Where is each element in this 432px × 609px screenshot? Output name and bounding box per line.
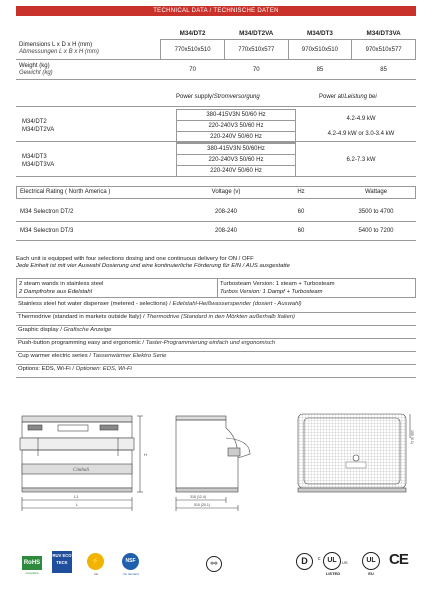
dim-h-label: H xyxy=(144,452,147,457)
group2-models: M34/DT3 M34/DT3VA xyxy=(22,154,55,168)
steam-right: Turbosteam Version: 1 steam + Turbosteam Turbos Version: 1 Dampf + Turbosteam xyxy=(220,281,335,295)
weight-value: 85 xyxy=(288,60,352,80)
na-row-hz: 60 xyxy=(297,228,305,234)
kosher-icon: ⚯ xyxy=(206,556,222,572)
tuv-logo: RUV ECO TECK xyxy=(52,551,72,573)
model-header-row xyxy=(16,27,416,40)
rohs-sub: compliant xyxy=(25,571,39,575)
group1-models: M34/DT2 M34/DT2VA xyxy=(22,119,55,133)
dimension-value: 770x510x510 xyxy=(161,40,225,60)
na-row-wattage: 5400 to 7200 xyxy=(358,228,394,234)
weight-value: 85 xyxy=(352,60,416,80)
feature-row: Push-button programming easy and ergonomic / Taster-Programmierung einfach und ergonomisch xyxy=(16,340,416,352)
na-header-wattage: Wattage xyxy=(364,189,388,195)
ul-listed-text: LISTED xyxy=(325,571,341,576)
feature-row: Options: EDS, Wi-Fi / Optionen: EDS, Wi-Fi xyxy=(16,366,416,378)
model-header: M34/DT2 xyxy=(161,27,225,40)
na-row-hz: 60 xyxy=(297,209,305,215)
rear-view-drawing xyxy=(290,408,420,508)
ul-eu-text: EU xyxy=(368,571,374,576)
side-dim1-label: 315 (12.4) xyxy=(190,495,206,499)
na-header-voltage: Voltage (v) xyxy=(211,189,241,195)
dimension-value: 970x510x510 xyxy=(288,40,352,60)
na-row-model: M34 Selectron DT/3 xyxy=(20,228,74,234)
delivery-note: Each unit is equipped with four selections dosing and one continuous delivery for ON / OFF Jede Einheit ist mit vier Auswahl Dosierung und eine kontinuierliche Förderung für EIN / AUS ausgestatte xyxy=(16,256,290,270)
steam-left: 2 steam wands in stainless steel 2 Dampfrohre aus Edelstahl xyxy=(19,281,104,295)
section-banner: TECHNICAL DATA / TECHNISCHE DATEN xyxy=(16,6,416,16)
feature-row: Thermodrive (standard in markets outside Italy) / Thermodrive (Standard in den Mörkten außerhalb Italien) xyxy=(16,314,416,326)
ce-mark: CE xyxy=(389,551,408,568)
dim-l-label: L xyxy=(76,502,79,507)
energy-icon: ⚡ xyxy=(91,558,100,565)
na-row-voltage: 208-240 xyxy=(214,228,238,234)
na-row-voltage: 208-240 xyxy=(214,209,238,215)
na-rating-table xyxy=(16,186,416,242)
model-header: M34/DT2VA xyxy=(224,27,288,40)
weight-row xyxy=(16,60,416,80)
dimensions-label: Dimensions L x D x H (mm) Abmessungen L x B x H (mm) xyxy=(16,40,161,60)
group2-power: 6.2-7.3 kW xyxy=(346,157,376,163)
group1-power-b: 4.2-4.9 kW or 3.0-3.4 kW xyxy=(327,131,395,137)
d-mark-logo: D xyxy=(296,553,313,570)
side-dim2-label: 510 (20.1) xyxy=(194,503,210,507)
front-view-drawing xyxy=(18,408,153,518)
energy-sub: CE xyxy=(93,572,99,576)
nsf-logo: NSF xyxy=(122,553,139,570)
dimension-value: 970x510x577 xyxy=(352,40,416,60)
model-header: M34/DT3 xyxy=(288,27,352,40)
na-row-model: M34 Selectron DT/2 xyxy=(20,209,74,215)
feature-row: Stainless steel hot water dispenser (metered - selections) / Edelstahl-Heißwasserspender (dosiert - Auswahl) xyxy=(16,301,416,313)
ul-eu-logo: UL xyxy=(362,552,380,570)
na-header-rating: Electrical Rating ( North America ) xyxy=(20,189,111,195)
steam-box xyxy=(16,278,416,298)
weight-value: 70 xyxy=(161,60,225,80)
feature-row: Cup warmer electric series / Tassenwärmer Elektro Serie xyxy=(16,353,416,365)
ul-listed-logo: UL xyxy=(323,552,341,570)
ul-us-label: US xyxy=(342,560,348,565)
rear-dim-label: 155 (6.1) xyxy=(410,430,414,445)
group1-power-a: 4.2-4.9 kW xyxy=(346,116,376,122)
model-header: M34/DT3VA xyxy=(352,27,416,40)
feature-row: Graphic display / Grafische Anzeige xyxy=(16,327,416,339)
na-row-wattage: 3500 to 4700 xyxy=(358,209,394,215)
group1-supply: 380-415V3N 50/60 Hz 220-240V3 50/60 Hz 220-240V 50/60 Hz xyxy=(176,109,296,143)
rohs-logo: RoHS xyxy=(22,556,42,570)
front-brand: Cimbali xyxy=(73,468,90,473)
side-view-drawing xyxy=(168,408,268,518)
dimensions-table xyxy=(16,27,416,80)
dimension-value: 770x510x577 xyxy=(224,40,288,60)
group2-supply: 380-415V3N 50/60Hz 220-240V3 50/60 Hz 220-240V 50/60 Hz xyxy=(176,143,296,177)
na-header-hz: Hz xyxy=(297,189,305,195)
ul-c-label: c xyxy=(318,556,321,562)
power-supply-header: Power supply/Stromversorgung xyxy=(176,94,260,100)
dim-l1-label: L1 xyxy=(74,494,79,499)
weight-value: 70 xyxy=(224,60,288,80)
dimensions-row xyxy=(16,40,416,60)
energy-logo xyxy=(87,553,104,570)
power-at-header: Power at/Leistung bei xyxy=(319,94,377,100)
nsf-sub: On demand xyxy=(123,572,139,576)
weight-label: Weight (kg) Gewicht (kg) xyxy=(16,60,161,80)
